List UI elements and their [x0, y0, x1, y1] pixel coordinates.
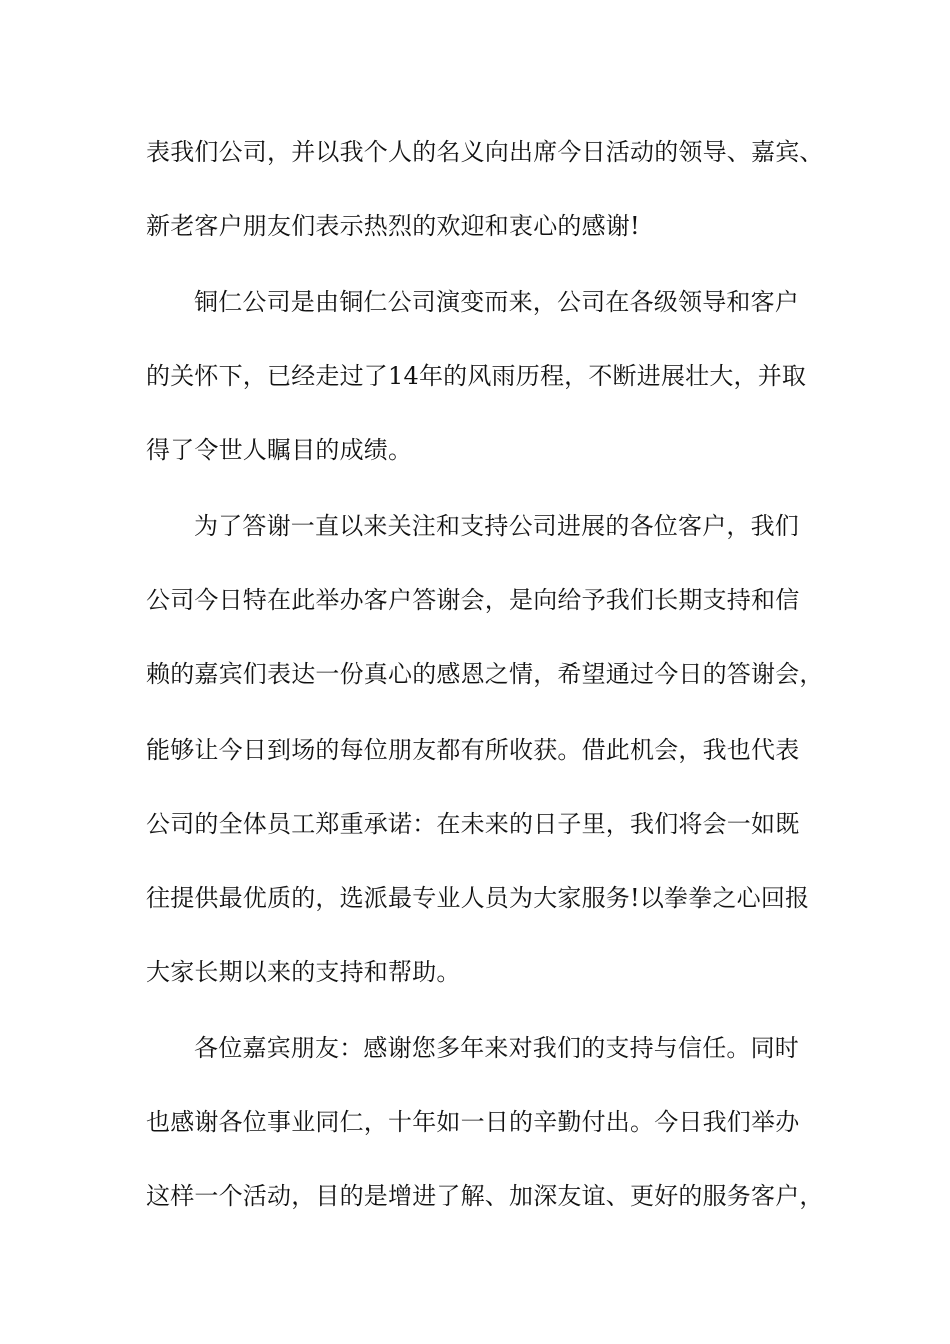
paragraph-start-line: 各位嘉宾朋友：感谢您多年来对我们的支持与信任。同时 [194, 1034, 799, 1062]
text-line: 往提供最优质的，选派最专业人员为大家服务!以拳拳之心回报 [146, 884, 810, 912]
text-line: 也感谢各位事业同仁，十年如一日的辛勤付出。今日我们举办 [146, 1108, 800, 1136]
text-line: 的关怀下，已经走过了14年的风雨历程，不断进展壮大，并取 [146, 362, 807, 390]
text-line: 得了令世人瞩目的成绩。 [146, 436, 413, 464]
text-line: 公司的全体员工郑重承诺：在未来的日子里，我们将会一如既 [146, 810, 800, 838]
text-line: 赖的嘉宾们表达一份真心的感恩之情，希望通过今日的答谢会， [146, 660, 824, 688]
text-line: 新老客户朋友们表示热烈的欢迎和衷心的感谢! [146, 212, 640, 240]
paragraph-start-line: 铜仁公司是由铜仁公司演变而来，公司在各级领导和客户 [194, 288, 799, 316]
text-line: 能够让今日到场的每位朋友都有所收获。借此机会，我也代表 [146, 736, 800, 764]
text-line: 这样一个活动，目的是增进了解、加深友谊、更好的服务客户， [146, 1182, 824, 1210]
text-line: 公司今日特在此举办客户答谢会，是向给予我们长期支持和信 [146, 586, 800, 614]
text-line: 表我们公司，并以我个人的名义向出席今日活动的领导、嘉宾、 [146, 138, 824, 166]
text-line: 大家长期以来的支持和帮助。 [146, 958, 461, 986]
paragraph-start-line: 为了答谢一直以来关注和支持公司进展的各位客户，我们 [194, 512, 799, 540]
